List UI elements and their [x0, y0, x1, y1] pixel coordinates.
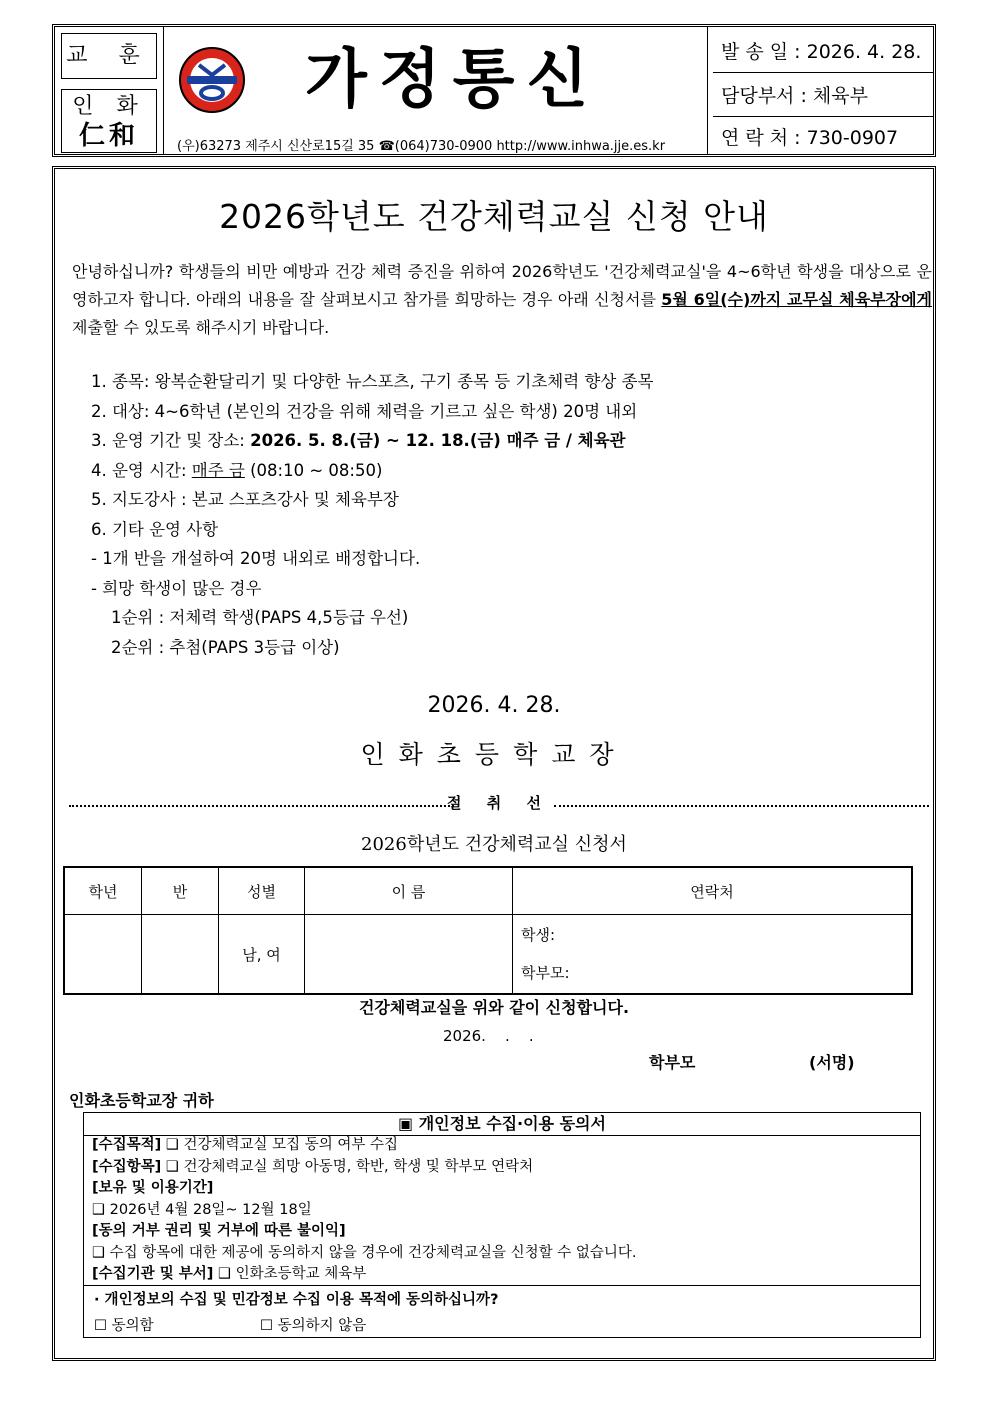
- motto-korean: 인 화: [72, 94, 146, 119]
- consent-question: · 개인정보의 수집 및 민감정보 수집 이용 목적에 동의하십니까?: [94, 1292, 499, 1308]
- item-day: 매주 금: [191, 460, 245, 480]
- privacy-purpose: [92, 1135, 637, 1157]
- school-address: (우)63273 제주시 신산로15길 35 ☎(064)730-0900 http://www.inhwa.jje.es.kr: [177, 139, 666, 154]
- consent-question-area: [84, 1285, 920, 1334]
- page-title: 2026학년도 건강체력교실 신청 안내: [219, 197, 769, 236]
- item-label: 4. 운영 시간:: [91, 460, 192, 480]
- org-text: ❑ 인화초등학교 체육부: [213, 1266, 367, 1282]
- col-contact: 연락처: [513, 867, 913, 915]
- motto-hanja: 仁和: [78, 121, 139, 151]
- list-item: 2. 대상: 4~6학년 (본인의 건강을 위해 체력을 기르고 싶은 학생) 20명 내외: [91, 401, 638, 421]
- intro-text: 안녕하십니까? 학생들의 비만 예방과 건강 체력 증진을 위하여 2026학년도 '건강체력교실'을 4~6학년 학생을 대상으로 운영하고자 합니다. 아래의 내용을 잘 살펴보시고 참가를 희망하는 경우 아래 신청서를: [72, 262, 932, 309]
- cut-label: 절 취 선: [447, 794, 551, 812]
- privacy-refuse-label: [92, 1221, 637, 1243]
- send-date: 발 송 일 : 2026. 4. 28.: [713, 31, 933, 73]
- cut-dots-right: [554, 805, 929, 807]
- privacy-refuse: ❑ 수집 항목에 대한 제공에 동의하지 않을 경우에 건강체력교실을 신청할 수 없습니다.: [92, 1244, 637, 1261]
- privacy-title: ▣ 개인정보 수집·이용 동의서: [84, 1113, 920, 1136]
- cut-line: [69, 794, 929, 814]
- privacy-items: [92, 1157, 637, 1179]
- col-name: 이 름: [305, 867, 513, 915]
- sign-date: 2026. . .: [443, 1027, 534, 1045]
- addressee: 인화초등학교장 귀하: [69, 1091, 214, 1110]
- list-item: 1순위 : 저체력 학생(PAPS 4,5등급 우선): [111, 608, 409, 627]
- list-item: - 희망 학생이 많은 경우: [91, 578, 262, 598]
- header-divider: [163, 27, 164, 154]
- gender-cell[interactable]: 남, 여: [219, 915, 305, 995]
- apply-statement: 건강체력교실을 위와 같이 신청합니다.: [358, 998, 630, 1017]
- col-grade: 학년: [64, 867, 142, 915]
- intro-paragraph: [72, 258, 932, 342]
- contact-cell[interactable]: [513, 915, 913, 995]
- disagree-checkbox[interactable]: ☐ 동의하지 않음: [260, 1318, 367, 1334]
- form-title: 2026학년도 건강체력교실 신청서: [361, 834, 627, 855]
- items-label: [수집항목]: [92, 1158, 162, 1175]
- signature-mark: (서명): [809, 1053, 855, 1072]
- col-class: 반: [142, 867, 219, 915]
- list-item: [91, 456, 653, 486]
- list-item: [91, 426, 653, 456]
- grade-cell[interactable]: [64, 915, 142, 995]
- privacy-org: [92, 1264, 637, 1286]
- info-list: [91, 367, 653, 662]
- newsletter-header: [52, 24, 936, 157]
- table-header-row: [64, 867, 912, 915]
- privacy-period-label: [92, 1178, 637, 1200]
- privacy-consent-box: [83, 1112, 921, 1338]
- list-item: - 1개 반을 개설하여 20명 내외로 배정합니다.: [91, 549, 421, 568]
- org-label: [수집기관 및 부서]: [92, 1266, 214, 1282]
- list-item: 1. 종목: 왕복순환달리기 및 다양한 뉴스포츠, 구기 종목 등 기초체력 향상 종목: [91, 372, 654, 391]
- deadline-text: 5월 6일(수)까지 교무실 체육부장에게: [661, 290, 932, 309]
- item-label: 3. 운영 기간 및 장소:: [91, 431, 251, 450]
- purpose-label: [수집목적]: [92, 1137, 162, 1153]
- privacy-body: [92, 1135, 637, 1286]
- name-cell[interactable]: [305, 915, 513, 995]
- motto-box: [61, 89, 157, 153]
- intro-text-end: 제출할 수 있도록 해주시기 바랍니다.: [72, 318, 330, 337]
- agree-checkbox[interactable]: ☐ 동의함: [94, 1318, 154, 1334]
- class-cell[interactable]: [142, 915, 219, 995]
- school-logo-icon: [177, 45, 247, 115]
- parent-sign-label: 학부모: [649, 1053, 696, 1072]
- col-gender: 성별: [219, 867, 305, 915]
- list-item: 6. 기타 운영 사항: [91, 519, 219, 539]
- period-label: [보유 및 이용기간]: [92, 1180, 214, 1196]
- list-item: 5. 지도강사 : 본교 스포츠강사 및 체육부장: [91, 490, 399, 509]
- department: 담당부서 : 체육부: [713, 75, 933, 117]
- student-contact-label: 학생:: [521, 926, 556, 944]
- item-time: (08:10 ~ 08:50): [244, 460, 383, 480]
- header-divider-right: [707, 27, 708, 154]
- parent-contact-label: 학부모:: [521, 964, 570, 982]
- purpose-text: ❑ 건강체력교실 모집 동의 여부 수집: [161, 1137, 399, 1153]
- newsletter-title: 가정통신: [305, 43, 601, 117]
- list-item: 2순위 : 추첨(PAPS 3등급 이상): [111, 637, 340, 657]
- principal-name: 인화초등학교장: [360, 740, 628, 769]
- item-value: 2026. 5. 8.(금) ~ 12. 18.(금) 매주 금 / 체육관: [250, 431, 626, 450]
- items-text: ❑ 건강체력교실 희망 아동명, 학반, 학생 및 학부모 연락처: [161, 1158, 534, 1175]
- main-frame: [52, 166, 936, 1361]
- privacy-period: ❑ 2026년 4월 28일~ 12월 18일: [92, 1201, 312, 1218]
- application-table: [63, 866, 913, 995]
- motto-label: 교 훈: [61, 33, 157, 79]
- table-row: [64, 915, 912, 995]
- contact-number: 연 락 처 : 730-0907: [721, 127, 899, 149]
- notice-date: 2026. 4. 28.: [427, 693, 561, 718]
- refuse-label: [동의 거부 권리 및 거부에 따른 불이익]: [92, 1223, 346, 1239]
